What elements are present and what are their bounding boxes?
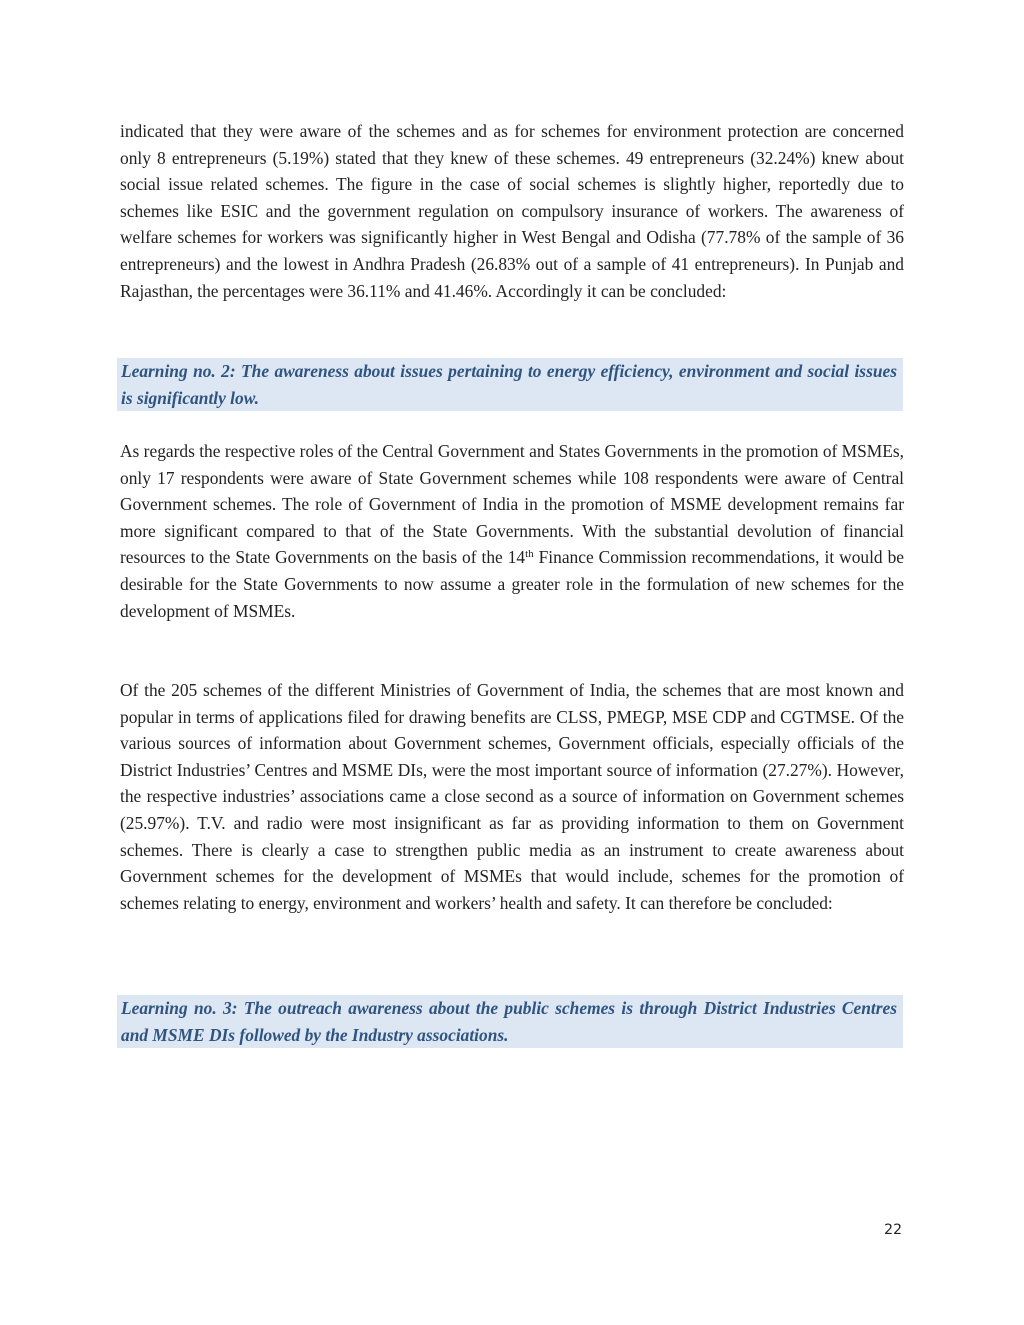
page-number: 22 — [884, 1222, 902, 1238]
learning-box-2: Learning no. 2: The awareness about issues pertaining to energy efficiency, environment and social issues is significantly low. — [117, 358, 903, 411]
body-paragraph-scheme-sources: Of the 205 schemes of the different Ministries of Government of India, the schemes that are most known and popular in terms of applications filed for drawing benefits are CLSS, PMEGP, MSE CDP and CGTMSE. Of the various sources of information about Government schemes, Government officials, especially officials of the District Industries’ Centres and MSME DIs, were the most important source of information (27.27%). However, the respective industries’ associations came a close second as a source of information on Government schemes (25.97%). T.V. and radio were most insignificant as far as providing information to them on Government schemes. There is clearly a case to strengthen public media as an instrument to create awareness about Government schemes for the development of MSMEs that would include, schemes for the promotion of schemes relating to energy, environment and workers’ health and safety. It can therefore be concluded: — [120, 680, 904, 913]
learning-box-3: Learning no. 3: The outreach awareness about the public schemes is through District Industries Centres and MSME DIs followed by the Industry associations. — [117, 995, 903, 1048]
body-paragraph-central-state-roles — [120, 438, 904, 624]
paragraph-text-part: As regards the respective roles of the Central Government and States Governments in the promotion of MSMEs, only 17 respondents were aware of State Government schemes while 108 respondents were aware of Central Government schemes. The role of Government of India in the promotion of MSME development remains far more significant compared to that of the State Governments. With the substantial devolution of financial resources to the State Governments on the basis of the 14 — [120, 441, 904, 568]
paragraph-text-part: Finance Commission recommendations, it would be desirable for the State Governments to now assume a greater role in the formulation of new schemes for the development of MSMEs. — [120, 547, 904, 621]
body-paragraph-awareness-schemes: indicated that they were aware of the schemes and as for schemes for environment protection are concerned only 8 entrepreneurs (5.19%) stated that they knew of these schemes. 49 entrepreneurs (32.24%) knew about social issue related schemes. The figure in the case of social schemes is slightly higher, reportedly due to schemes like ESIC and the government regulation on compulsory insurance of workers. The awareness of welfare schemes for workers was significantly higher in West Bengal and Odisha (77.78% of the sample of 36 entrepreneurs) and the lowest in Andhra Pradesh (26.83% out of a sample of 41 entrepreneurs). In Punjab and Rajasthan, the percentages were 36.11% and 41.46%. Accordingly it can be concluded: — [120, 121, 904, 301]
superscript-ordinal: th — [525, 548, 534, 561]
